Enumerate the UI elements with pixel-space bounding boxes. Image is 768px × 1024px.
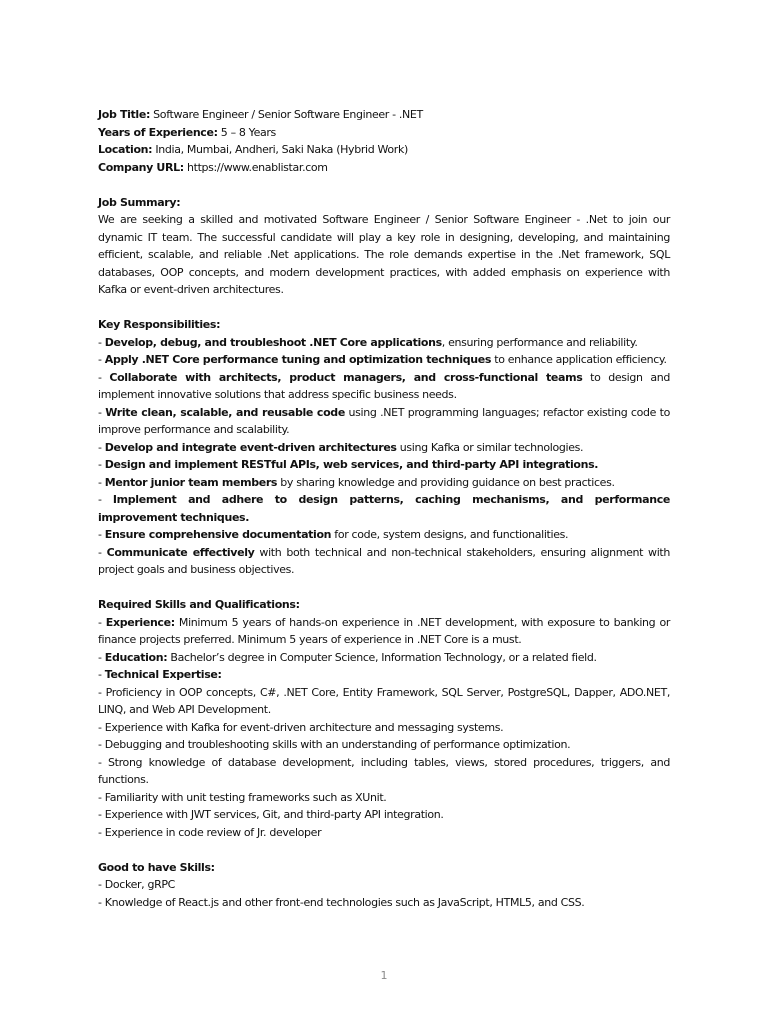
- spacer: [98, 579, 670, 597]
- responsibility-item: [98, 526, 670, 544]
- responsibility-item: [98, 334, 670, 352]
- responsibility-text: to design and implement innovative solutions that address specific business needs.: [98, 370, 670, 401]
- responsibility-item: [98, 474, 670, 492]
- good-to-have-heading-text: Good to have Skills:: [98, 860, 215, 874]
- bullet-dash: -: [98, 528, 105, 541]
- responsibility-text: by sharing knowledge and providing guidance on best practices.: [277, 475, 615, 489]
- responsibility-item: [98, 544, 670, 579]
- summary-heading-text: Job Summary:: [98, 195, 181, 209]
- company-url-value: https://www.enablistar.com: [183, 160, 328, 174]
- responsibility-item: [98, 404, 670, 439]
- responsibilities-heading: [98, 316, 670, 334]
- spacer: [98, 841, 670, 859]
- responsibility-bold: Ensure comprehensive documentation: [104, 528, 332, 541]
- bullet-dash: -: [98, 668, 105, 681]
- technical-item: - Debugging and troubleshooting skills with an understanding of performance optimization.: [98, 738, 571, 751]
- job-title-value: Software Engineer / Senior Software Engineer - .NET: [150, 108, 423, 121]
- technical-item: - Strong knowledge of database development, including tables, views, stored procedures, triggers, and functions.: [98, 755, 670, 786]
- skill-experience-label: Experience:: [105, 615, 175, 629]
- good-to-have-item: - Knowledge of React.js and other front-end technologies such as JavaScript, HTML5, and CSS.: [98, 895, 585, 909]
- responsibility-text: , ensuring performance and reliability.: [441, 335, 638, 349]
- location-line: [98, 141, 670, 159]
- company-url-line: [98, 159, 670, 177]
- experience-value: 5 – 8 Years: [217, 125, 276, 139]
- responsibilities-heading-text: Key Responsibilities:: [98, 318, 221, 331]
- technical-item: - Experience in code review of Jr. developer: [98, 825, 322, 839]
- skills-heading-text: Required Skills and Qualifications:: [98, 598, 300, 611]
- responsibility-bold: Mentor junior team members: [104, 475, 278, 489]
- responsibility-bold: Communicate effectively: [106, 545, 255, 559]
- responsibility-text: to enhance application efficiency.: [491, 353, 667, 366]
- job-title-line: [98, 106, 670, 124]
- location-label: Location:: [98, 143, 153, 156]
- skill-technical-item: [98, 666, 670, 684]
- job-title-label: Job Title:: [98, 108, 151, 121]
- good-to-have-heading: [98, 859, 670, 877]
- technical-item: - Experience with Kafka for event-driven architecture and messaging systems.: [98, 720, 504, 734]
- responsibility-bold: Design and implement RESTful APIs, web services, and third-party API integrations.: [104, 458, 599, 471]
- bullet-dash: -: [98, 370, 110, 384]
- bullet-dash: -: [98, 493, 113, 506]
- responsibility-item: [98, 351, 670, 369]
- responsibility-item: [98, 456, 670, 474]
- bullet-dash: -: [98, 458, 105, 471]
- skill-education-text: Bachelor’s degree in Computer Science, Information Technology, or a related field.: [167, 650, 597, 664]
- skill-education-label: Education:: [104, 650, 168, 664]
- summary-heading: [98, 194, 670, 212]
- technical-item: - Experience with JWT services, Git, and third-party API integration.: [98, 808, 444, 821]
- skills-heading: [98, 596, 670, 614]
- responsibility-bold: Develop and integrate event-driven architectures: [104, 440, 397, 454]
- spacer: [98, 299, 670, 317]
- bullet-dash: -: [98, 335, 105, 349]
- bullet-dash: -: [98, 650, 105, 664]
- skill-experience-item: [98, 614, 670, 649]
- skill-experience-text: Minimum 5 years of hands-on experience in .NET development, with exposure to banking or finance projects preferred. Minimum 5 years of experience in .NET Core is a must.: [98, 615, 670, 646]
- page-number: 1: [380, 969, 388, 982]
- bullet-dash: -: [98, 353, 105, 366]
- location-value: India, Mumbai, Andheri, Saki Naka (Hybrid Work): [152, 143, 408, 156]
- technical-item: - Familiarity with unit testing frameworks such as XUnit.: [98, 790, 387, 804]
- spacer: [98, 176, 670, 194]
- technical-item: - Proficiency in OOP concepts, C#, .NET Core, Entity Framework, SQL Server, PostgreSQL, Dapper, ADO.NET, LINQ, and Web API Development.: [98, 685, 670, 716]
- bullet-dash: -: [98, 615, 106, 629]
- summary-paragraph: We are seeking a skilled and motivated Software Engineer / Senior Software Engineer - .Net to join our dynamic IT team. The successful candidate will play a key role in designing, developing, and maintaining efficient, scalable, and reliable .Net applications. The role demands expertise in the .Net framework, SQL databases, OOP concepts, and modern development practices, with added emphasis on experience with Kafka or event-driven architectures.: [98, 213, 670, 296]
- company-url-label: Company URL:: [98, 160, 184, 174]
- responsibility-text: using .NET programming languages; refactor existing code to improve performance and scalability.: [98, 405, 670, 436]
- bullet-dash: -: [98, 475, 105, 489]
- responsibility-text: for code, system designs, and functionalities.: [331, 528, 569, 541]
- responsibility-text: using Kafka or similar technologies.: [396, 440, 584, 454]
- document-page: [98, 106, 670, 911]
- skill-technical-label: Technical Expertise:: [104, 668, 222, 681]
- responsibility-bold: Collaborate with architects, product managers, and cross-functional teams: [109, 370, 583, 384]
- responsibility-bold: Develop, debug, and troubleshoot .NET Core applications: [104, 335, 442, 349]
- responsibility-bold: Write clean, scalable, and reusable code: [105, 405, 345, 419]
- experience-line: [98, 124, 670, 142]
- responsibility-bold: Apply .NET Core performance tuning and optimization techniques: [104, 353, 492, 366]
- good-to-have-item: - Docker, gRPC: [98, 878, 176, 891]
- bullet-dash: -: [98, 440, 105, 454]
- responsibility-item: [98, 491, 670, 526]
- responsibility-item: [98, 439, 670, 457]
- skill-education-item: [98, 649, 670, 667]
- experience-label: Years of Experience:: [98, 125, 218, 139]
- bullet-dash: -: [98, 545, 107, 559]
- responsibility-bold: Implement and adhere to design patterns, caching mechanisms, and performance improvement techniques.: [98, 493, 670, 524]
- responsibility-item: [98, 369, 670, 404]
- responsibility-text: with both technical and non-technical stakeholders, ensuring alignment with project goals and business objectives.: [98, 545, 670, 576]
- bullet-dash: -: [98, 405, 106, 419]
